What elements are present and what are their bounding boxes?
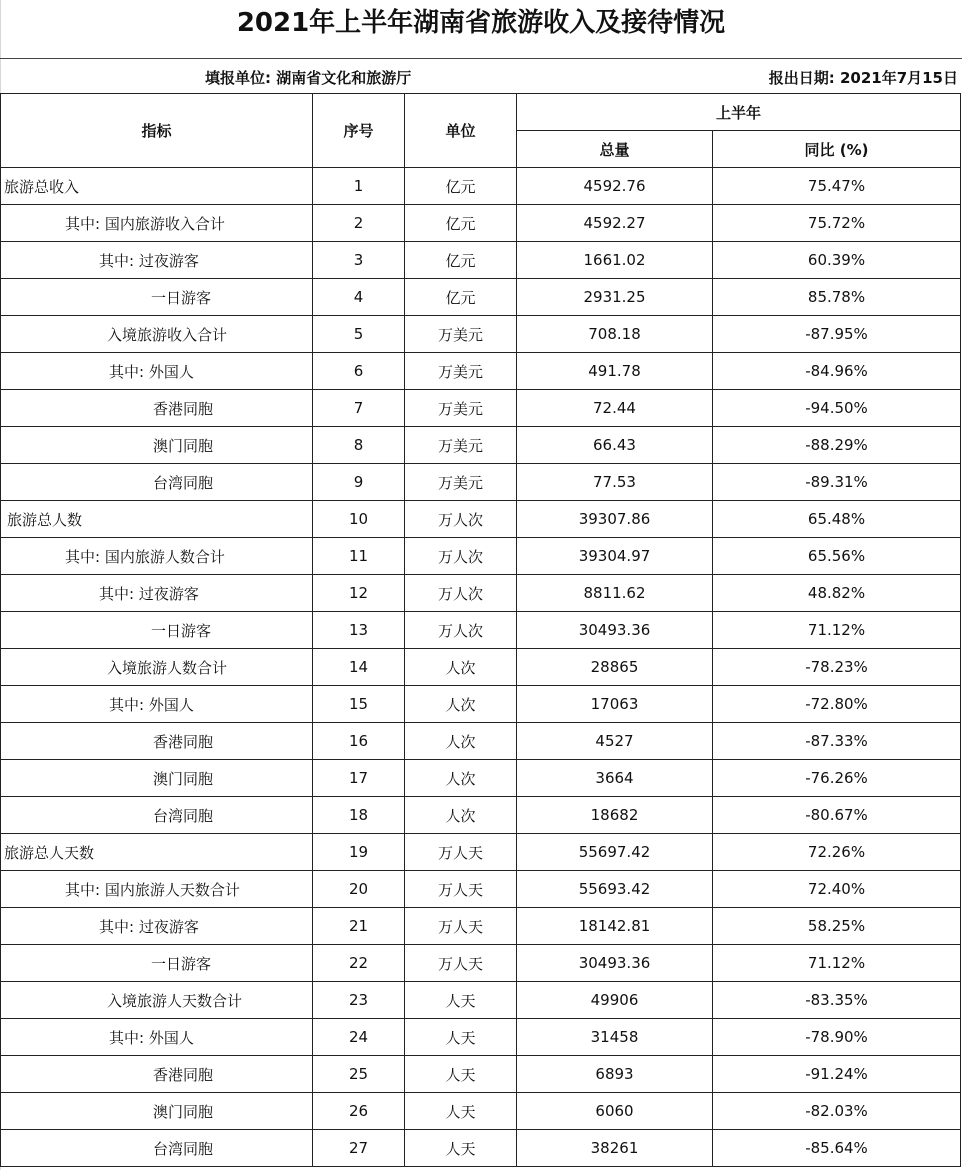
unit-cell: 万美元	[405, 353, 517, 390]
seq-cell: 12	[313, 575, 405, 612]
total-cell: 1661.02	[517, 242, 713, 279]
yoy-cell: -87.95%	[713, 316, 961, 353]
indicator-cell: 其中: 外国人	[1, 686, 313, 723]
header-period: 上半年	[517, 94, 961, 131]
table-header	[1, 94, 961, 168]
indicator-cell: 一日游客	[1, 945, 313, 982]
statistics-table	[0, 93, 961, 1167]
total-cell: 708.18	[517, 316, 713, 353]
page-title: 2021年上半年湖南省旅游收入及接待情况	[236, 8, 726, 38]
yoy-cell: -91.24%	[713, 1056, 961, 1093]
yoy-cell: 48.82%	[713, 575, 961, 612]
table-row	[1, 575, 961, 612]
seq-cell: 6	[313, 353, 405, 390]
seq-cell: 15	[313, 686, 405, 723]
indicator-cell: 一日游客	[1, 279, 313, 316]
header-yoy: 同比 (%)	[713, 131, 961, 168]
total-cell: 66.43	[517, 427, 713, 464]
total-cell: 6893	[517, 1056, 713, 1093]
table-row	[1, 1056, 961, 1093]
table-row	[1, 871, 961, 908]
unit-cell: 人次	[405, 649, 517, 686]
total-cell: 6060	[517, 1093, 713, 1130]
yoy-cell: 85.78%	[713, 279, 961, 316]
table-row	[1, 797, 961, 834]
table-row	[1, 908, 961, 945]
yoy-cell: 71.12%	[713, 612, 961, 649]
unit-cell: 万人次	[405, 575, 517, 612]
yoy-cell: -87.33%	[713, 723, 961, 760]
total-cell: 4527	[517, 723, 713, 760]
unit-cell: 万美元	[405, 390, 517, 427]
total-cell: 4592.76	[517, 168, 713, 205]
total-cell: 39304.97	[517, 538, 713, 575]
header-unit: 单位	[405, 94, 517, 168]
indicator-cell: 香港同胞	[1, 390, 313, 427]
seq-cell: 24	[313, 1019, 405, 1056]
table-row	[1, 760, 961, 797]
seq-cell: 25	[313, 1056, 405, 1093]
table-row	[1, 501, 961, 538]
unit-cell: 人天	[405, 1130, 517, 1167]
table-row	[1, 464, 961, 501]
indicator-cell: 其中: 过夜游客	[1, 575, 313, 612]
indicator-cell: 入境旅游收入合计	[1, 316, 313, 353]
table-row	[1, 316, 961, 353]
table-row	[1, 834, 961, 871]
indicator-cell: 香港同胞	[1, 1056, 313, 1093]
seq-cell: 18	[313, 797, 405, 834]
header-seq: 序号	[313, 94, 405, 168]
indicator-cell: 其中: 过夜游客	[1, 908, 313, 945]
seq-cell: 2	[313, 205, 405, 242]
seq-cell: 22	[313, 945, 405, 982]
total-cell: 491.78	[517, 353, 713, 390]
yoy-cell: 75.47%	[713, 168, 961, 205]
indicator-cell: 香港同胞	[1, 723, 313, 760]
seq-cell: 8	[313, 427, 405, 464]
unit-cell: 亿元	[405, 279, 517, 316]
yoy-cell: -85.64%	[713, 1130, 961, 1167]
total-cell: 28865	[517, 649, 713, 686]
unit-cell: 万人次	[405, 501, 517, 538]
table-row	[1, 427, 961, 464]
table-row	[1, 390, 961, 427]
unit-cell: 万人次	[405, 612, 517, 649]
seq-cell: 13	[313, 612, 405, 649]
yoy-cell: 60.39%	[713, 242, 961, 279]
table-row	[1, 686, 961, 723]
yoy-cell: 71.12%	[713, 945, 961, 982]
table-row	[1, 1093, 961, 1130]
yoy-cell: -94.50%	[713, 390, 961, 427]
indicator-cell: 其中: 外国人	[1, 353, 313, 390]
total-cell: 72.44	[517, 390, 713, 427]
seq-cell: 10	[313, 501, 405, 538]
unit-cell: 万美元	[405, 427, 517, 464]
yoy-cell: -84.96%	[713, 353, 961, 390]
indicator-cell: 旅游总人数	[1, 501, 313, 538]
yoy-cell: -78.23%	[713, 649, 961, 686]
total-cell: 49906	[517, 982, 713, 1019]
indicator-cell: 澳门同胞	[1, 1093, 313, 1130]
unit-cell: 人次	[405, 686, 517, 723]
seq-cell: 16	[313, 723, 405, 760]
seq-cell: 9	[313, 464, 405, 501]
indicator-cell: 旅游总人天数	[1, 834, 313, 871]
table-row	[1, 1019, 961, 1056]
table-row	[1, 353, 961, 390]
total-cell: 4592.27	[517, 205, 713, 242]
indicator-cell: 入境旅游人天数合计	[1, 982, 313, 1019]
seq-cell: 4	[313, 279, 405, 316]
total-cell: 8811.62	[517, 575, 713, 612]
total-cell: 2931.25	[517, 279, 713, 316]
total-cell: 18142.81	[517, 908, 713, 945]
seq-cell: 1	[313, 168, 405, 205]
yoy-cell: 75.72%	[713, 205, 961, 242]
indicator-cell: 其中: 过夜游客	[1, 242, 313, 279]
table-row	[1, 612, 961, 649]
seq-cell: 20	[313, 871, 405, 908]
unit-cell: 亿元	[405, 168, 517, 205]
total-cell: 31458	[517, 1019, 713, 1056]
total-cell: 30493.36	[517, 945, 713, 982]
table-row	[1, 205, 961, 242]
seq-cell: 7	[313, 390, 405, 427]
yoy-cell: -89.31%	[713, 464, 961, 501]
unit-cell: 万美元	[405, 464, 517, 501]
indicator-cell: 其中: 国内旅游收入合计	[1, 205, 313, 242]
header-total: 总量	[517, 131, 713, 168]
yoy-cell: -78.90%	[713, 1019, 961, 1056]
total-cell: 77.53	[517, 464, 713, 501]
indicator-cell: 台湾同胞	[1, 797, 313, 834]
unit-cell: 人天	[405, 1019, 517, 1056]
unit-cell: 亿元	[405, 242, 517, 279]
unit-cell: 万人次	[405, 538, 517, 575]
seq-cell: 3	[313, 242, 405, 279]
yoy-cell: 58.25%	[713, 908, 961, 945]
yoy-cell: 65.56%	[713, 538, 961, 575]
seq-cell: 17	[313, 760, 405, 797]
yoy-cell: 72.26%	[713, 834, 961, 871]
indicator-cell: 台湾同胞	[1, 464, 313, 501]
table-row	[1, 982, 961, 1019]
table-row	[1, 279, 961, 316]
unit-cell: 万美元	[405, 316, 517, 353]
table-row	[1, 538, 961, 575]
table-row	[1, 723, 961, 760]
report-date: 报出日期: 2021年7月15日	[768, 69, 958, 87]
unit-cell: 人次	[405, 797, 517, 834]
yoy-cell: -82.03%	[713, 1093, 961, 1130]
indicator-cell: 其中: 国内旅游人天数合计	[1, 871, 313, 908]
unit-cell: 亿元	[405, 205, 517, 242]
unit-cell: 人天	[405, 982, 517, 1019]
seq-cell: 26	[313, 1093, 405, 1130]
unit-cell: 万人天	[405, 945, 517, 982]
table-row	[1, 649, 961, 686]
yoy-cell: 72.40%	[713, 871, 961, 908]
table-row	[1, 168, 961, 205]
table-body	[1, 168, 961, 1167]
yoy-cell: -88.29%	[713, 427, 961, 464]
table-row	[1, 945, 961, 982]
unit-cell: 万人天	[405, 908, 517, 945]
unit-cell: 万人天	[405, 871, 517, 908]
seq-cell: 23	[313, 982, 405, 1019]
yoy-cell: -83.35%	[713, 982, 961, 1019]
total-cell: 3664	[517, 760, 713, 797]
unit-cell: 人天	[405, 1056, 517, 1093]
total-cell: 39307.86	[517, 501, 713, 538]
seq-cell: 14	[313, 649, 405, 686]
unit-cell: 万人天	[405, 834, 517, 871]
indicator-cell: 一日游客	[1, 612, 313, 649]
table-row	[1, 242, 961, 279]
seq-cell: 5	[313, 316, 405, 353]
yoy-cell: 65.48%	[713, 501, 961, 538]
indicator-cell: 澳门同胞	[1, 427, 313, 464]
indicator-cell: 台湾同胞	[1, 1130, 313, 1167]
unit-cell: 人次	[405, 723, 517, 760]
total-cell: 38261	[517, 1130, 713, 1167]
yoy-cell: -72.80%	[713, 686, 961, 723]
indicator-cell: 旅游总收入	[1, 168, 313, 205]
seq-cell: 21	[313, 908, 405, 945]
seq-cell: 11	[313, 538, 405, 575]
unit-cell: 人天	[405, 1093, 517, 1130]
yoy-cell: -80.67%	[713, 797, 961, 834]
total-cell: 55697.42	[517, 834, 713, 871]
indicator-cell: 其中: 外国人	[1, 1019, 313, 1056]
report-meta	[0, 58, 962, 93]
reporting-unit: 填报单位: 湖南省文化和旅游厅	[205, 69, 412, 87]
seq-cell: 27	[313, 1130, 405, 1167]
unit-cell: 人次	[405, 760, 517, 797]
total-cell: 18682	[517, 797, 713, 834]
indicator-cell: 澳门同胞	[1, 760, 313, 797]
yoy-cell: -76.26%	[713, 760, 961, 797]
seq-cell: 19	[313, 834, 405, 871]
total-cell: 17063	[517, 686, 713, 723]
total-cell: 55693.42	[517, 871, 713, 908]
header-indicator: 指标	[1, 94, 313, 168]
total-cell: 30493.36	[517, 612, 713, 649]
indicator-cell: 入境旅游人数合计	[1, 649, 313, 686]
indicator-cell: 其中: 国内旅游人数合计	[1, 538, 313, 575]
table-row	[1, 1130, 961, 1167]
